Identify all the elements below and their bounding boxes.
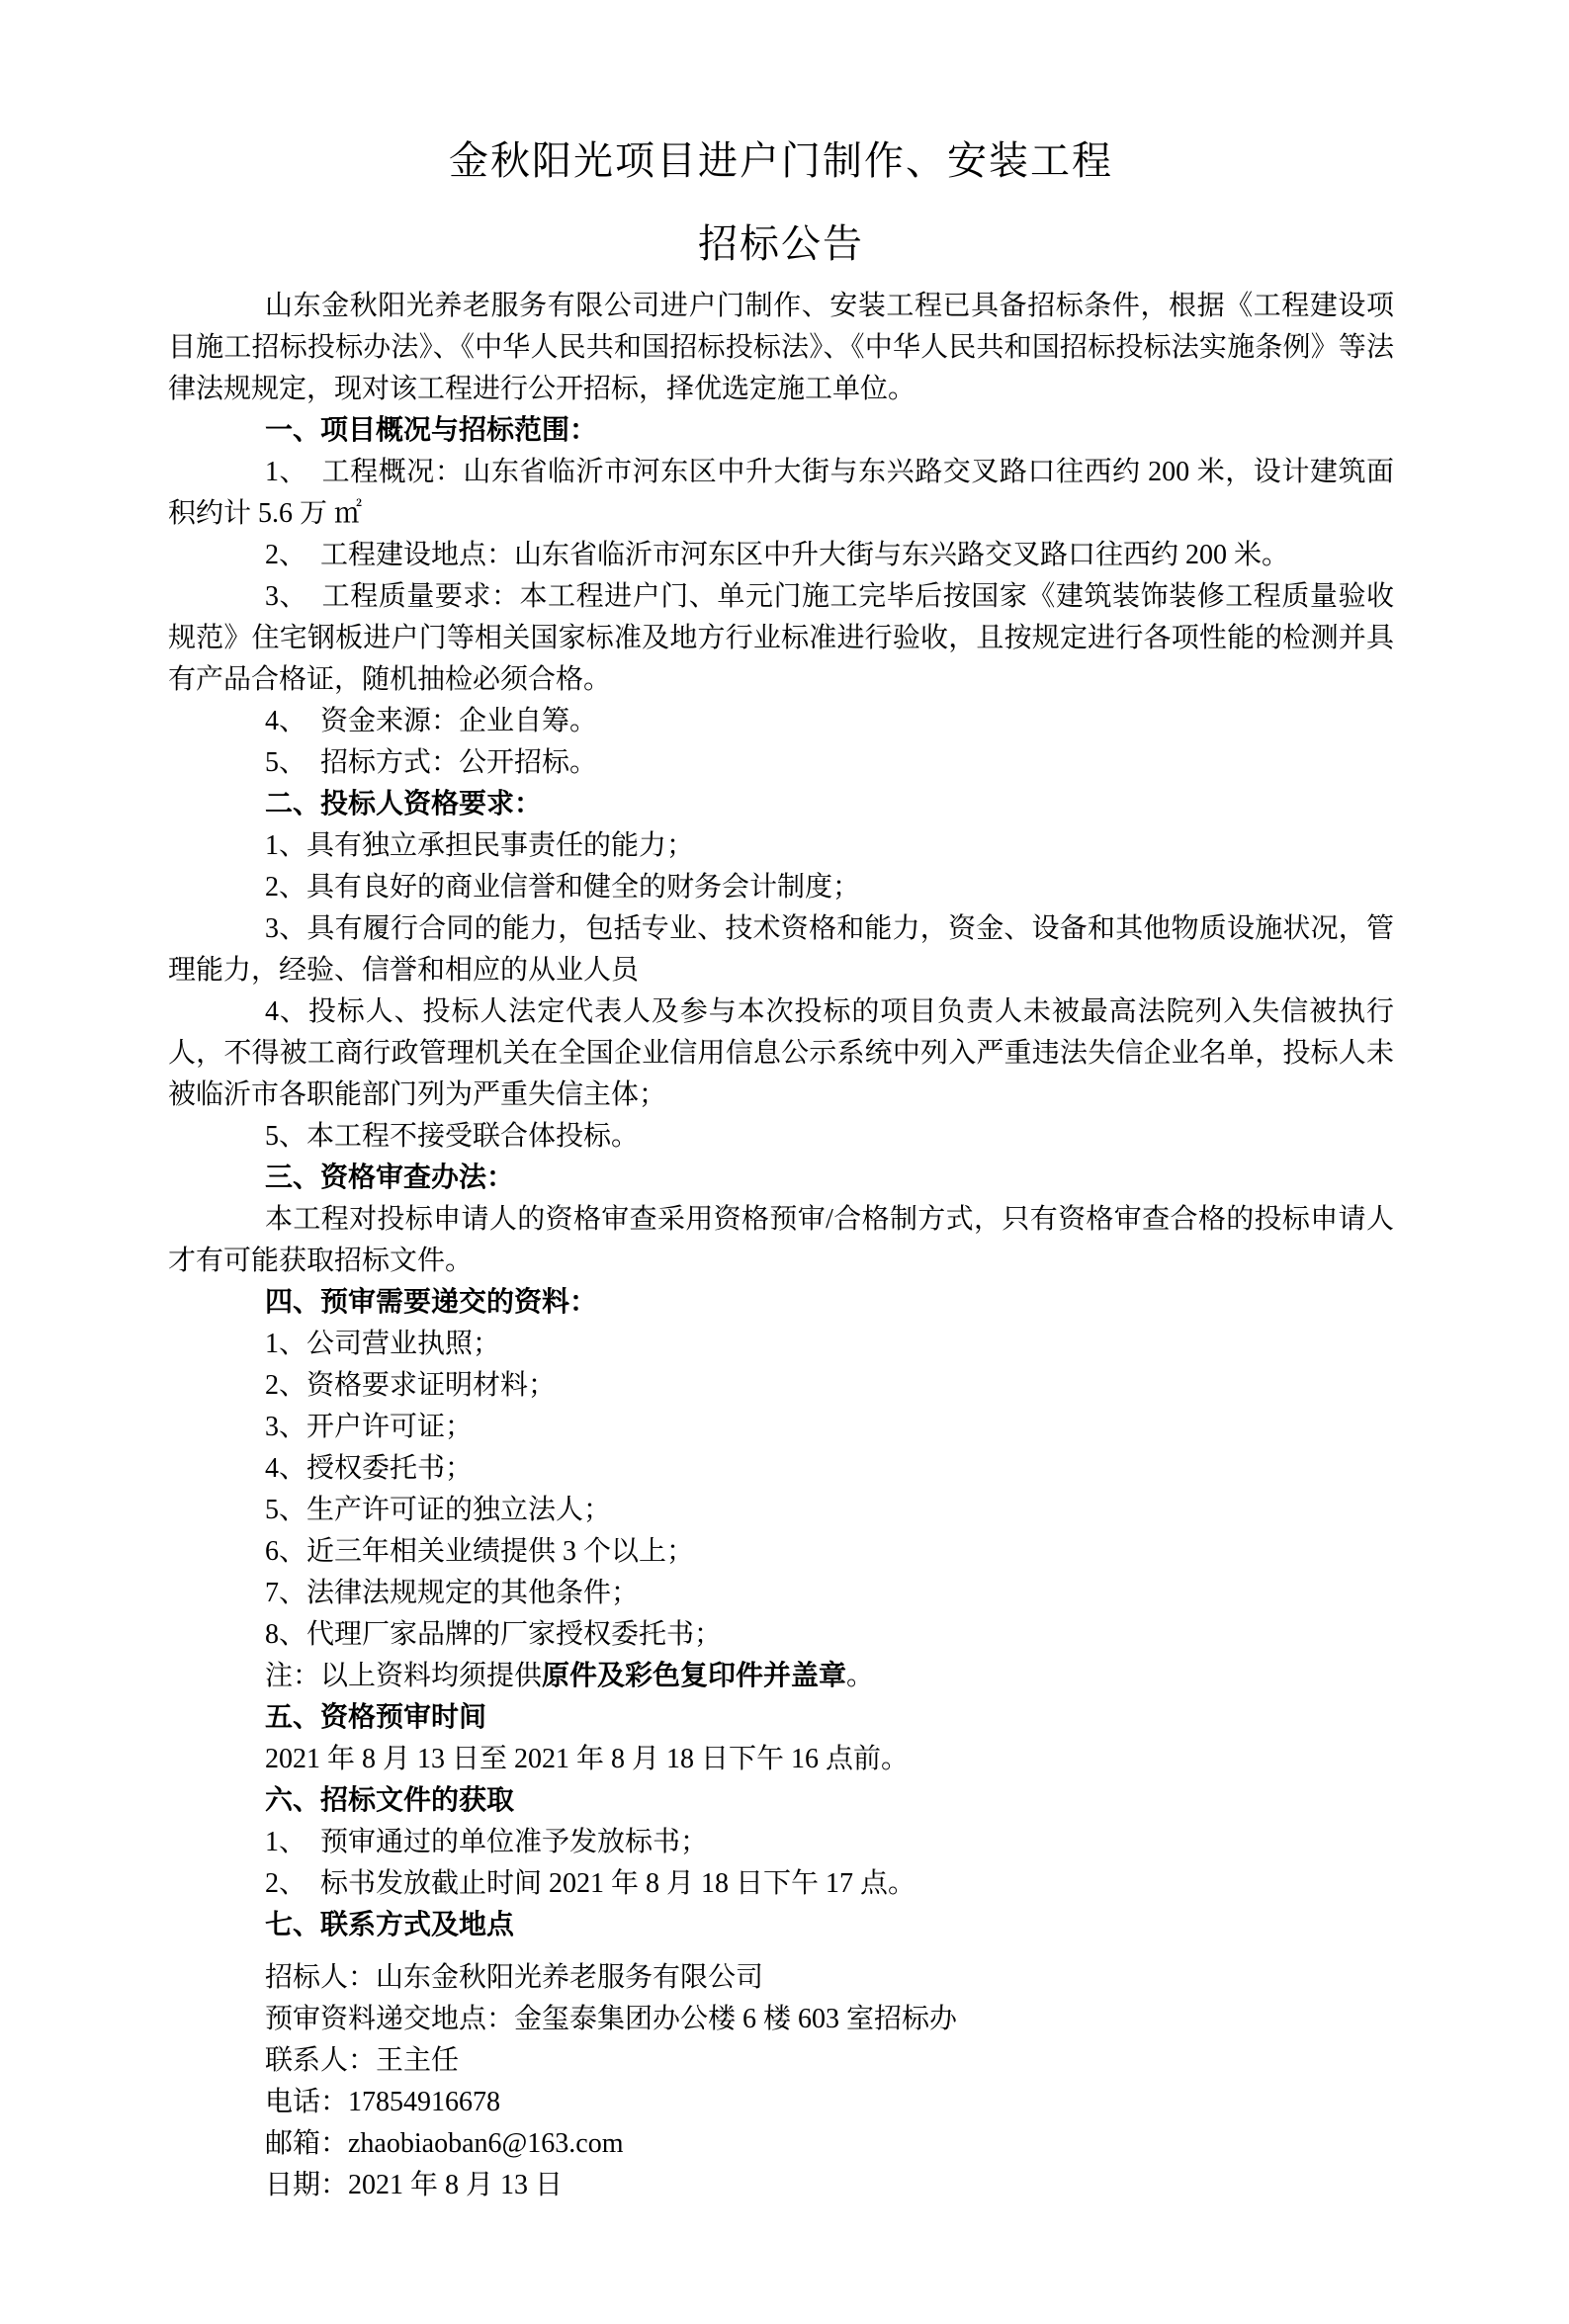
section1-heading: 一、项目概况与招标范围： bbox=[265, 415, 598, 446]
section5-heading: 五、资格预审时间 bbox=[265, 1702, 487, 1733]
document-subtitle: 招标公告 bbox=[698, 221, 864, 266]
intro-paragraph: 山东金秋阳光养老服务有限公司进户门制作、安装工程已具备招标条件，根据《工程建设项目施工招标投标办法》、《中华人民共和国招标投标法》、《中华人民共和国招标投标法实施条例》等法律法规规定，现对该工程进行公开招标，择优选定施工单位。 bbox=[168, 291, 1394, 404]
section4-item-3: 3、开户许可证； bbox=[265, 1412, 474, 1442]
section6-item-2: 2、 标书发放截止时间 2021 年 8 月 18 日下午 17 点。 bbox=[265, 1868, 916, 1899]
contact-block bbox=[168, 1957, 1394, 2206]
contact-phone: 电话：17854916678 bbox=[265, 2087, 501, 2117]
section1-item-4: 4、 资金来源：企业自筹。 bbox=[265, 706, 598, 736]
section4-item-2: 2、资格要求证明材料； bbox=[265, 1370, 557, 1401]
contact-email: 邮箱：zhaobiaoban6@163.com bbox=[265, 2128, 624, 2159]
contact-person: 联系人：王主任 bbox=[265, 2045, 460, 2076]
section4-item-4: 4、授权委托书； bbox=[265, 1453, 474, 1484]
section5-paragraph: 2021 年 8 月 13 日至 2021 年 8 月 18 日下午 16 点前。 bbox=[265, 1744, 910, 1774]
section1-item-1: 1、 工程概况：山东省临沂市河东区中升大街与东兴路交叉路口往西约 200 米，设计建筑面积约计 5.6 万 ㎡ bbox=[168, 457, 1394, 529]
section4-item-7: 7、法律法规规定的其他条件； bbox=[265, 1578, 640, 1608]
section1-item-5: 5、 招标方式：公开招标。 bbox=[265, 747, 598, 778]
section7-heading: 七、联系方式及地点 bbox=[265, 1910, 515, 1940]
contact-submission-address: 预审资料递交地点：金玺泰集团办公楼 6 楼 603 室招标办 bbox=[265, 2004, 958, 2034]
section1-item-2: 2、 工程建设地点：山东省临沂市河东区中升大街与东兴路交叉路口往西约 200 米。 bbox=[265, 540, 1290, 570]
section4-note bbox=[168, 1656, 1394, 1697]
contact-tenderee: 招标人：山东金秋阳光养老服务有限公司 bbox=[265, 1962, 764, 1993]
note-prefix: 注：以上资料均须提供 bbox=[265, 1661, 543, 1691]
section2-item-1: 1、具有独立承担民事责任的能力； bbox=[265, 830, 695, 861]
section4-item-8: 8、代理厂家品牌的厂家授权委托书； bbox=[265, 1619, 723, 1650]
section4-item-6: 6、近三年相关业绩提供 3 个以上； bbox=[265, 1536, 695, 1567]
section4-heading: 四、预审需要递交的资料： bbox=[265, 1287, 598, 1318]
document-title: 金秋阳光项目进户门制作、安装工程 bbox=[449, 138, 1113, 183]
section3-heading: 三、资格审查办法： bbox=[265, 1162, 515, 1193]
section2-item-2: 2、具有良好的商业信誉和健全的财务会计制度； bbox=[265, 872, 861, 903]
section1-item-3: 3、 工程质量要求：本工程进户门、单元门施工完毕后按国家《建筑装饰装修工程质量验收规范》住宅钢板进户门等相关国家标准及地方行业标准进行验收，且按规定进行各项性能的检测并具有产品合格证，随机抽检必须合格。 bbox=[168, 581, 1394, 695]
section6-heading: 六、招标文件的获取 bbox=[265, 1785, 515, 1816]
section4-item-1: 1、公司营业执照； bbox=[265, 1329, 501, 1359]
section2-item-5: 5、本工程不接受联合体投标。 bbox=[265, 1121, 640, 1152]
section2-item-4: 4、投标人、投标人法定代表人及参与本次投标的项目负责人未被最高法院列入失信被执行人，不得被工商行政管理机关在全国企业信用信息公示系统中列入严重违法失信企业名单，投标人未被临沂市各职能部门列为严重失信主体； bbox=[168, 996, 1394, 1110]
section2-item-3: 3、具有履行合同的能力，包括专业、技术资格和能力，资金、设备和其他物质设施状况，管理能力，经验、信誉和相应的从业人员 bbox=[168, 913, 1394, 986]
section6-item-1: 1、 预审通过的单位准予发放标书； bbox=[265, 1827, 709, 1857]
section4-item-5: 5、生产许可证的独立法人； bbox=[265, 1495, 612, 1525]
contact-date: 日期：2021 年 8 月 13 日 bbox=[265, 2170, 564, 2200]
note-bold-text: 原件及彩色复印件并盖章 bbox=[542, 1661, 847, 1691]
section3-paragraph: 本工程对投标申请人的资格审查采用资格预审/合格制方式，只有资格审查合格的投标申请人才有可能获取招标文件。 bbox=[168, 1204, 1394, 1276]
note-suffix: 。 bbox=[846, 1661, 875, 1691]
section2-heading: 二、投标人资格要求： bbox=[265, 789, 543, 819]
